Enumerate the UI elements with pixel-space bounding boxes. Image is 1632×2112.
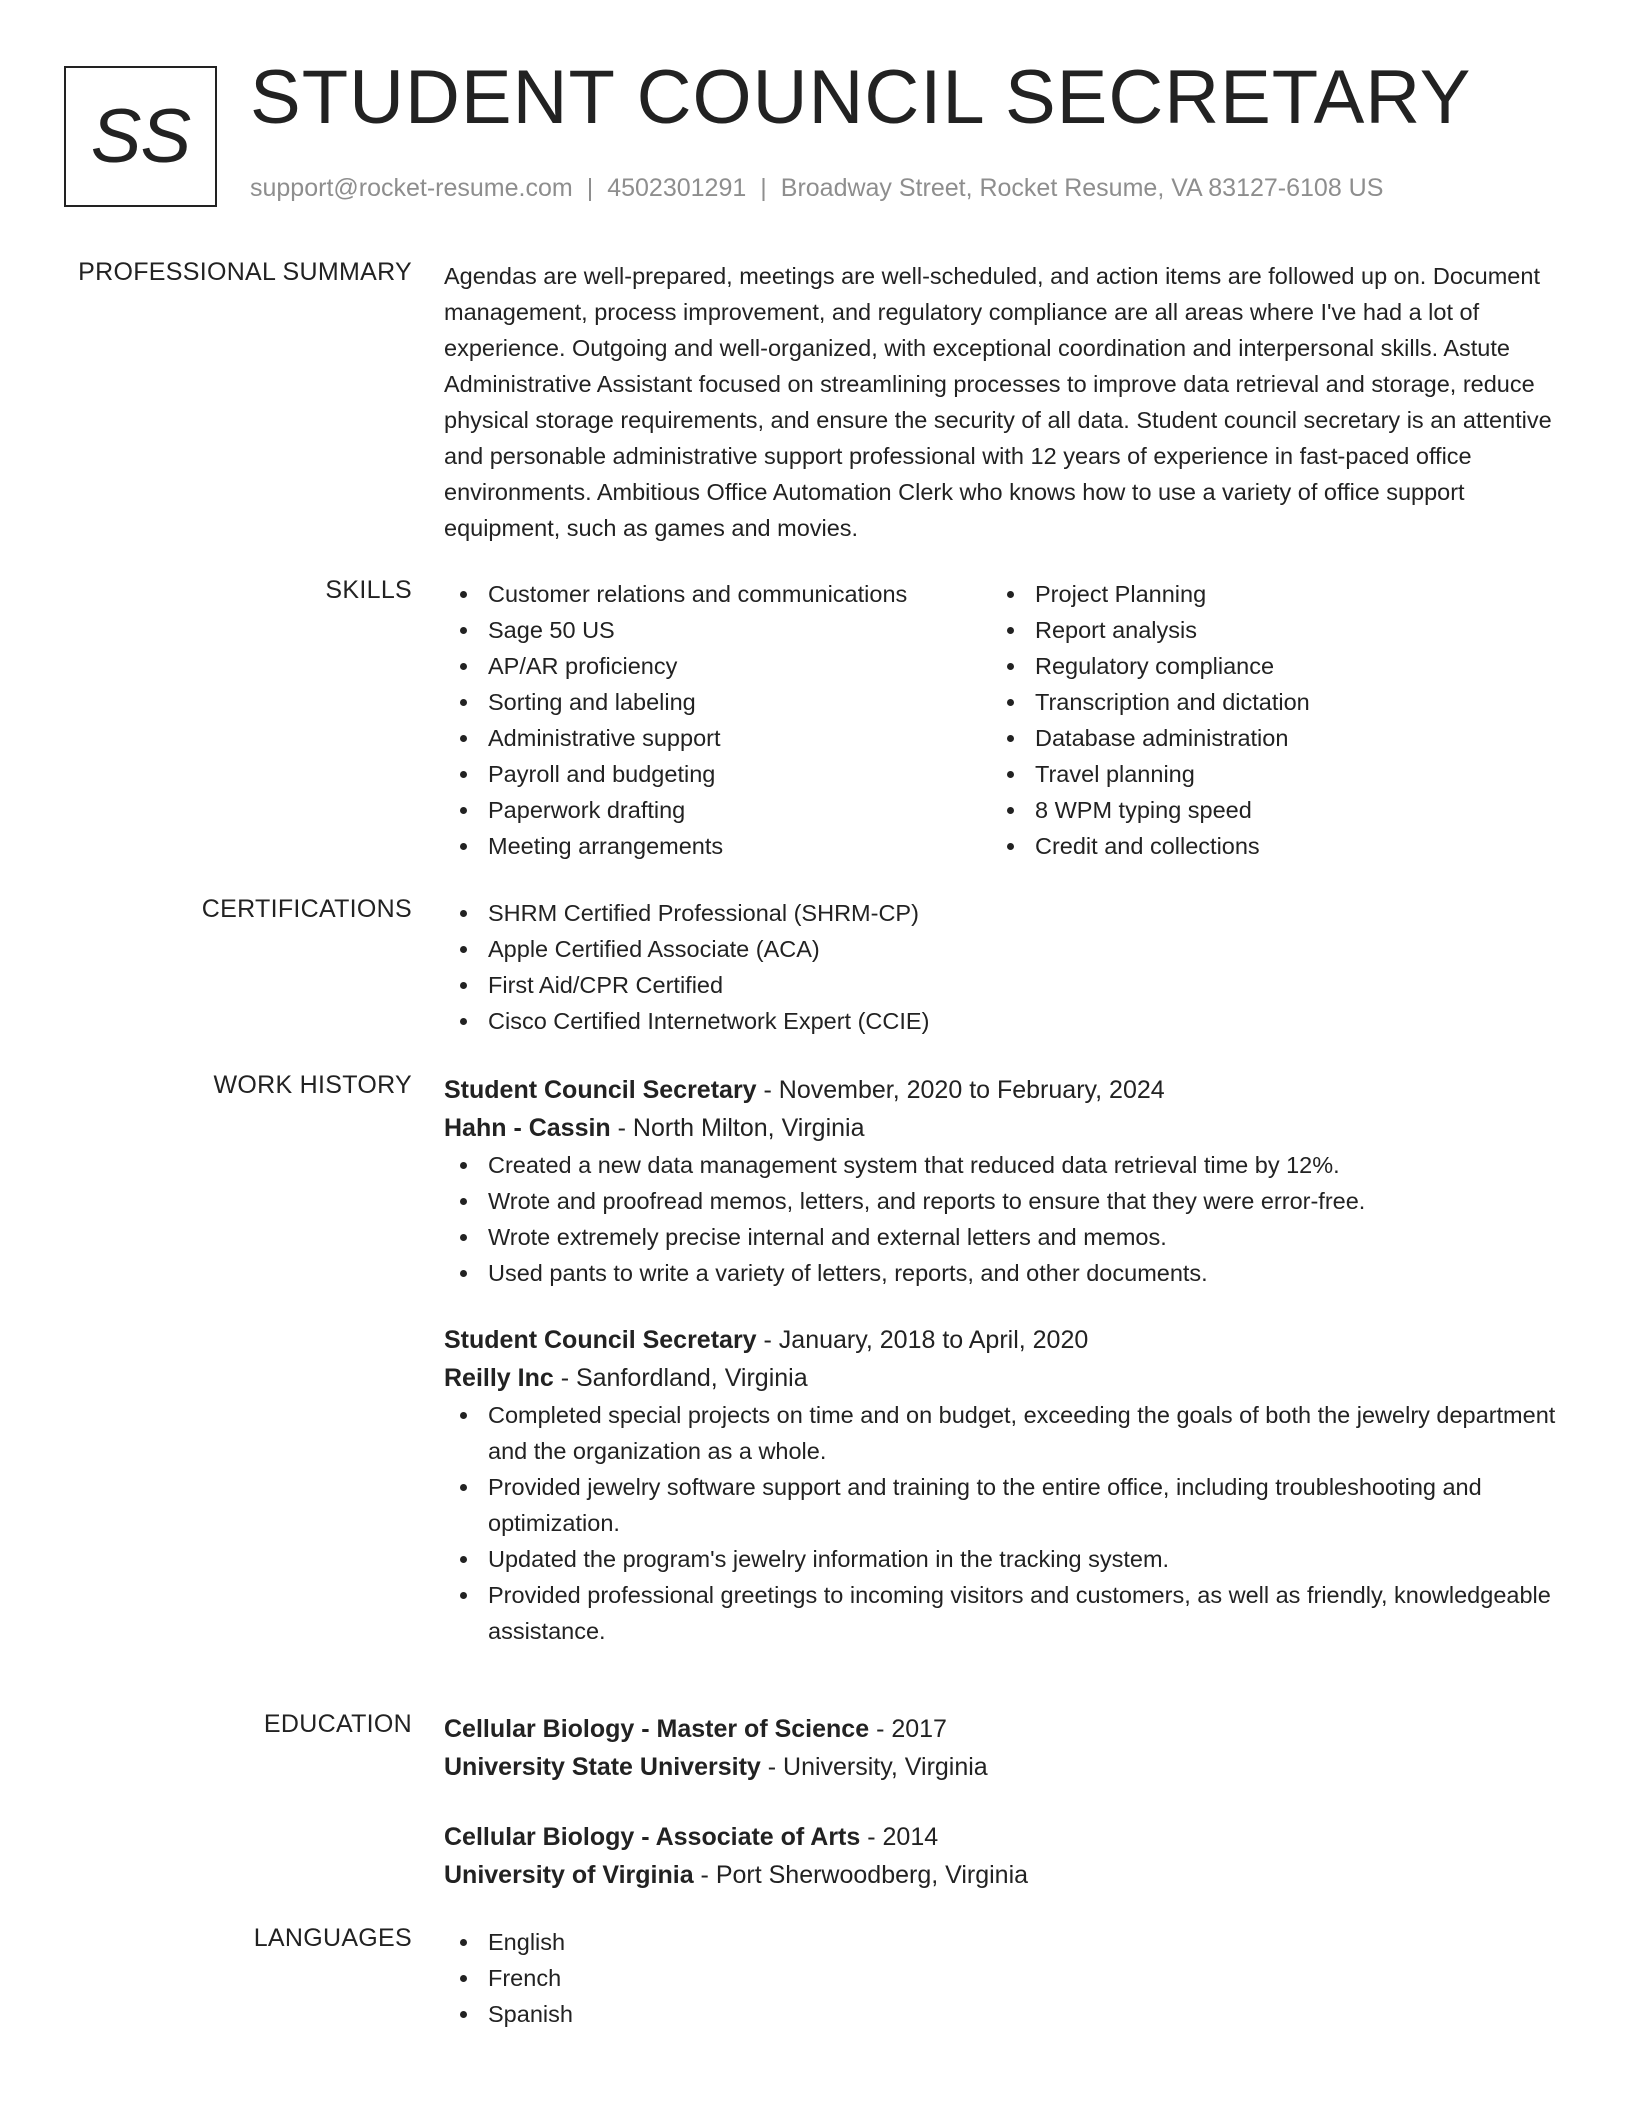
skill-item: Customer relations and communications [444,576,991,612]
certifications-list [444,895,1556,1039]
job-bullets [444,1147,1556,1291]
section-label-summary: PROFESSIONAL SUMMARY [78,258,412,286]
education-location: - University, Virginia [760,1753,988,1781]
skill-item: Database administration [991,720,1538,756]
education-year: - 2014 [860,1823,939,1851]
summary-text: Agendas are well-prepared, meetings are well-scheduled, and action items are followed up on. Document management, process improvement, and regulatory compliance are all areas where I've had a lot of experience. Outgoing and well-organized, with exceptional coordination and interpersonal skills. Astute Administrative Assistant focused on streamlining processes to improve data retrieval and storage, reduce physical storage requirements, and ensure the security of all data. Student council secretary is an attentive and personable administrative support professional with 12 years of experience in fast-paced office environments. Ambitious Office Automation Clerk who knows how to use a variety of office support equipment, such as games and movies. [444,263,1552,541]
education-body [444,1710,1556,1894]
certifications-body [444,895,1556,1039]
skill-item: 8 WPM typing speed [991,792,1538,828]
summary-body [444,258,1556,546]
job-title-line [444,1071,1556,1109]
job-title: Student Council Secretary [444,1076,757,1104]
skill-item: Payroll and budgeting [444,756,991,792]
skill-item: Paperwork drafting [444,792,991,828]
section-label-work-history: WORK HISTORY [213,1071,412,1099]
job-bullet: Wrote extremely precise internal and external letters and memos. [444,1219,1556,1255]
monogram-box [64,66,217,207]
job-title: Student Council Secretary [444,1326,757,1354]
job-entry [444,1071,1556,1291]
job-location: - North Milton, Virginia [610,1114,865,1142]
certification-item: Cisco Certified Internetwork Expert (CCIE) [444,1003,1556,1039]
education-entry [444,1710,1556,1786]
section-label-skills: SKILLS [325,576,412,604]
skill-item: Administrative support [444,720,991,756]
job-company-line [444,1359,1556,1397]
job-dates: - November, 2020 to February, 2024 [756,1076,1165,1104]
section-label-certifications: CERTIFICATIONS [201,895,412,923]
job-company: Reilly Inc [444,1364,554,1392]
contact-email: support@rocket-resume.com [250,174,573,202]
education-entry [444,1818,1556,1894]
skill-item: Sage 50 US [444,612,991,648]
education-school: University of Virginia [444,1861,694,1889]
section-label-education: EDUCATION [263,1710,412,1738]
skills-list-left [444,576,991,864]
job-bullet: Provided jewelry software support and training to the entire office, including troubleshooting and optimization. [444,1469,1556,1541]
job-bullet: Provided professional greetings to incoming visitors and customers, as well as friendly, knowledgeable assistance. [444,1577,1556,1649]
job-bullet: Completed special projects on time and on budget, exceeding the goals of both the jewelry department and the organization as a whole. [444,1397,1556,1469]
education-degree-line [444,1710,1556,1748]
monogram-initials: SS [90,93,191,179]
job-title-line [444,1321,1556,1359]
language-item: French [444,1960,1556,1996]
work-history-body [444,1071,1556,1649]
skill-item: Transcription and dictation [991,684,1538,720]
job-bullet: Wrote and proofread memos, letters, and reports to ensure that they were error-free. [444,1183,1556,1219]
education-degree: Cellular Biology - Master of Science [444,1715,870,1743]
skill-item: Meeting arrangements [444,828,991,864]
education-year: - 2017 [869,1715,947,1743]
education-school: University State University [444,1753,761,1781]
certification-item: Apple Certified Associate (ACA) [444,931,1556,967]
contact-separator: | [760,174,767,202]
job-company: Hahn - Cassin [444,1114,611,1142]
section-label-languages: LANGUAGES [253,1924,412,1952]
job-company-line [444,1109,1556,1147]
skill-item: Sorting and labeling [444,684,991,720]
skill-item: Credit and collections [991,828,1538,864]
certification-item: SHRM Certified Professional (SHRM-CP) [444,895,1556,931]
job-entry [444,1321,1556,1649]
job-location: - Sanfordland, Virginia [553,1364,808,1392]
contact-phone: 4502301291 [607,174,747,202]
resume-name: STUDENT COUNCIL SECRETARY [250,55,1472,140]
skill-item: Travel planning [991,756,1538,792]
languages-list [444,1924,1556,2032]
education-degree: Cellular Biology - Associate of Arts [444,1823,861,1851]
job-bullet: Updated the program's jewelry information in the tracking system. [444,1541,1556,1577]
contact-address: Broadway Street, Rocket Resume, VA 83127-6108 US [780,174,1384,202]
education-degree-line [444,1818,1556,1856]
skill-item: Project Planning [991,576,1538,612]
skills-body [444,576,1556,864]
job-bullets [444,1397,1556,1649]
job-bullet: Created a new data management system that reduced data retrieval time by 12%. [444,1147,1556,1183]
language-item: English [444,1924,1556,1960]
skill-item: Regulatory compliance [991,648,1538,684]
certification-item: First Aid/CPR Certified [444,967,1556,1003]
languages-body [444,1924,1556,2032]
skills-list-right [991,576,1538,864]
contact-line [250,174,1383,203]
skill-item: Report analysis [991,612,1538,648]
education-location: - Port Sherwoodberg, Virginia [693,1861,1029,1889]
language-item: Spanish [444,1996,1556,2032]
education-school-line [444,1748,1556,1786]
skill-item: AP/AR proficiency [444,648,991,684]
education-school-line [444,1856,1556,1894]
job-bullet: Used pants to write a variety of letters, reports, and other documents. [444,1255,1556,1291]
contact-separator: | [586,174,594,202]
job-dates: - January, 2018 to April, 2020 [756,1326,1089,1354]
